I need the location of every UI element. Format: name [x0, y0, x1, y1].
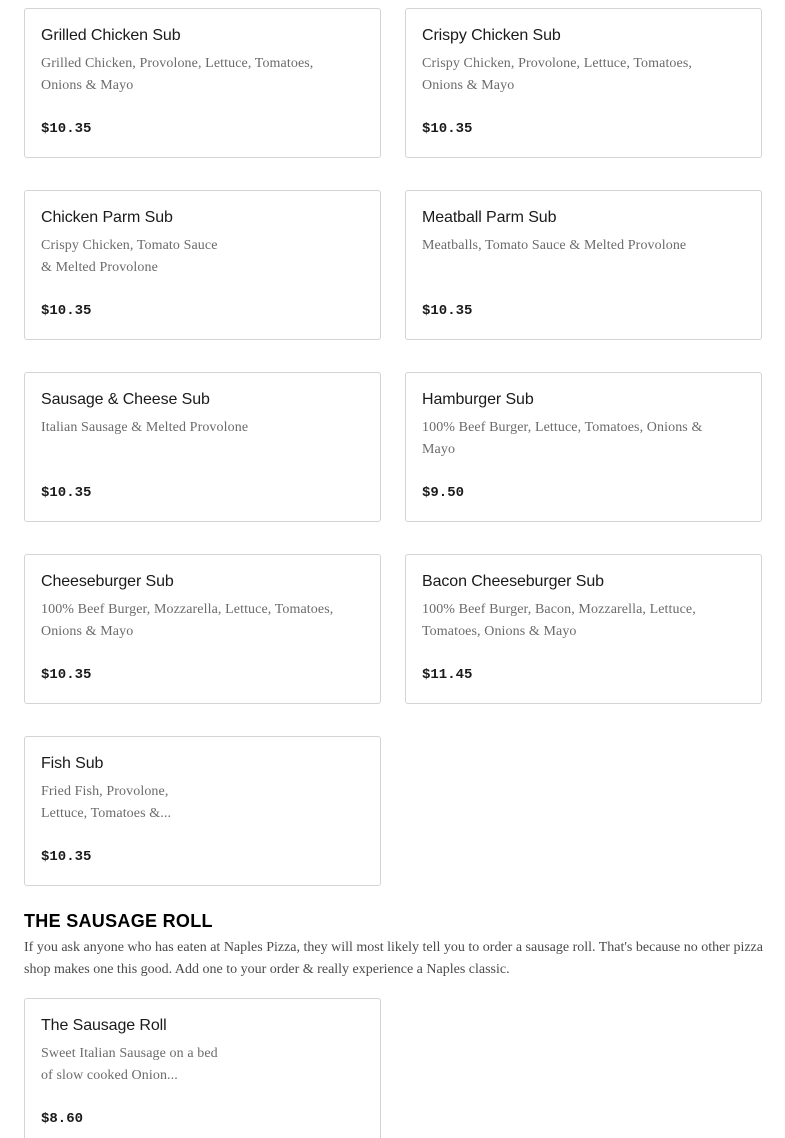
item-price: $10.35 — [41, 485, 92, 501]
item-name: Meatball Parm Sub — [422, 209, 557, 226]
item-price: $10.35 — [422, 303, 473, 319]
item-description: Meatballs, Tomato Sauce & Melted Provolone — [422, 238, 687, 253]
item-description: Fried Fish, Provolone, Lettuce, Tomatoes &... — [41, 784, 172, 821]
item-price: $9.50 — [422, 485, 465, 501]
item-description: Grilled Chicken, Provolone, Lettuce, Tomatoes, Onions & Mayo — [41, 56, 314, 93]
item-price: $11.45 — [422, 667, 473, 683]
item-name: Cheeseburger Sub — [41, 573, 174, 590]
item-description: Crispy Chicken, Provolone, Lettuce, Tomatoes, Onions & Mayo — [422, 56, 692, 93]
item-price: $10.35 — [41, 667, 92, 683]
item-price: $10.35 — [41, 303, 92, 319]
section-description: If you ask anyone who has eaten at Naples Pizza, they will most likely tell you to order a sausage roll. That's because no other pizza shop makes one this good. Add one to your order & really experience a Naples classic. — [24, 940, 763, 977]
menu-item-card[interactable] — [24, 190, 381, 340]
item-name: Chicken Parm Sub — [41, 209, 173, 226]
item-description: 100% Beef Burger, Lettuce, Tomatoes, Onions & Mayo — [422, 420, 703, 457]
section-title: THE SAUSAGE ROLL — [24, 911, 213, 931]
menu-item-card[interactable] — [24, 8, 381, 158]
item-price: $10.35 — [41, 121, 92, 137]
item-price: $10.35 — [422, 121, 473, 137]
item-name: Bacon Cheeseburger Sub — [422, 573, 604, 590]
item-name: Hamburger Sub — [422, 391, 534, 408]
menu-item-card[interactable] — [24, 998, 381, 1138]
item-description: 100% Beef Burger, Mozzarella, Lettuce, Tomatoes, Onions & Mayo — [41, 602, 334, 639]
item-description: Italian Sausage & Melted Provolone — [41, 420, 249, 435]
menu-item-card[interactable] — [405, 190, 762, 340]
item-name: Fish Sub — [41, 755, 104, 772]
menu-item-card[interactable] — [405, 554, 762, 704]
item-description: Sweet Italian Sausage on a bed of slow cooked Onion... — [41, 1046, 218, 1083]
item-description: 100% Beef Burger, Bacon, Mozzarella, Lettuce, Tomatoes, Onions & Mayo — [422, 602, 696, 639]
menu-item-card[interactable] — [405, 8, 762, 158]
item-name: Crispy Chicken Sub — [422, 27, 561, 44]
item-price: $8.60 — [41, 1111, 84, 1127]
item-description: Crispy Chicken, Tomato Sauce & Melted Provolone — [41, 238, 218, 275]
menu-item-card[interactable] — [24, 554, 381, 704]
menu-item-card[interactable] — [24, 372, 381, 522]
item-price: $10.35 — [41, 849, 92, 865]
item-name: The Sausage Roll — [41, 1017, 167, 1034]
menu-item-card[interactable] — [405, 372, 762, 522]
item-name: Grilled Chicken Sub — [41, 27, 181, 44]
menu-item-card[interactable] — [24, 736, 381, 886]
item-name: Sausage & Cheese Sub — [41, 391, 210, 408]
